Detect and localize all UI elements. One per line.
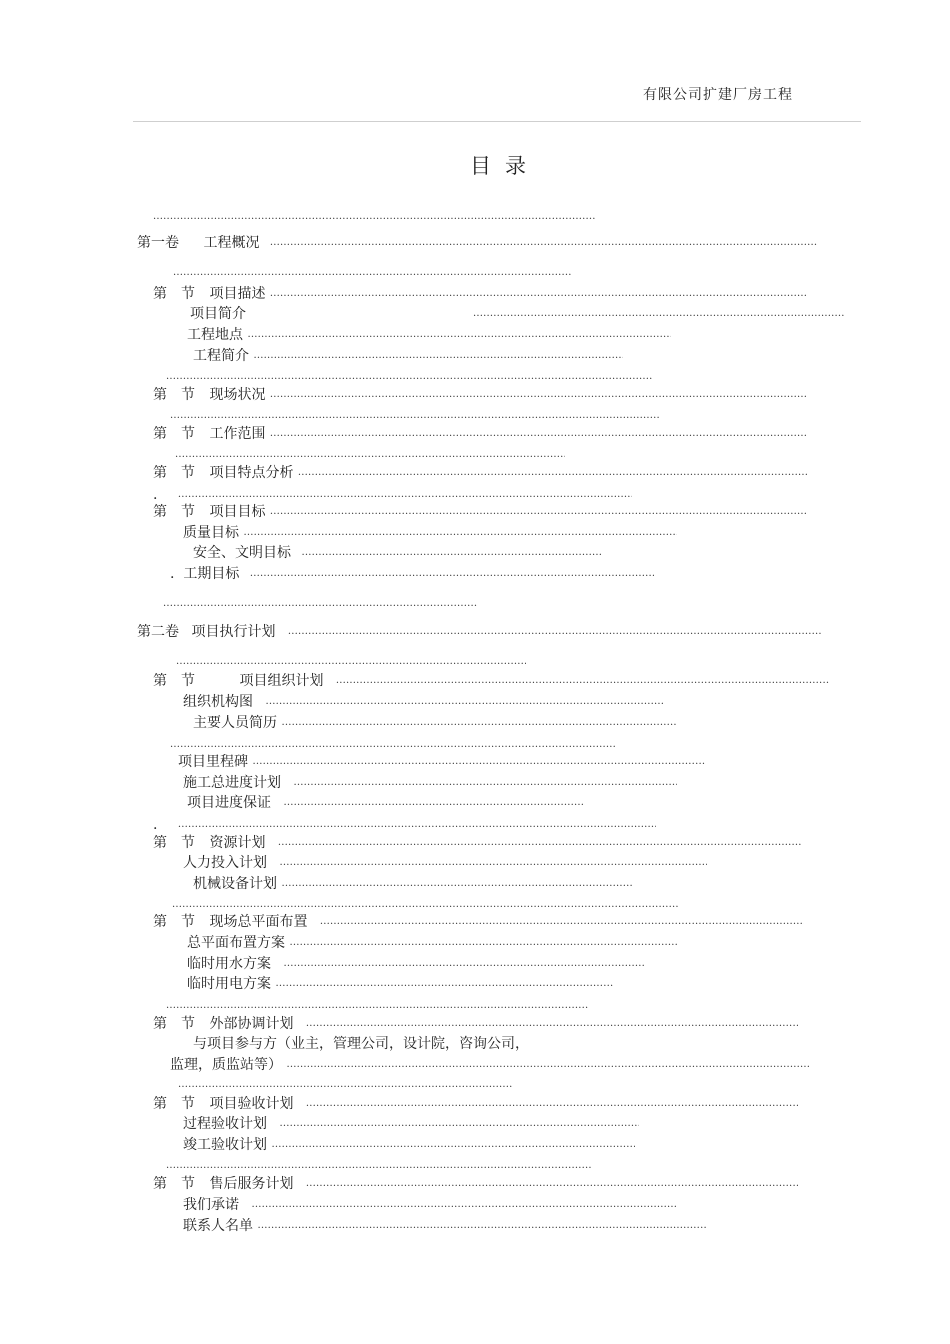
dot-leader: [288, 622, 822, 642]
section-number: 第 节: [153, 914, 195, 930]
toc-entry: [183, 1216, 707, 1236]
stray-dot: .: [153, 817, 158, 833]
dot-leader: [173, 263, 571, 283]
dot-leader: [301, 543, 601, 563]
toc-entry: [193, 543, 601, 563]
dot-leader: [275, 974, 613, 994]
volume-label: 第二卷: [137, 624, 179, 640]
item-title: 主要人员简历: [193, 715, 277, 731]
toc-leader-row: [170, 406, 660, 426]
dot-leader: [298, 463, 808, 483]
volume-title: 工程概况: [203, 235, 260, 251]
toc-entry: [193, 346, 623, 366]
dot-leader: [283, 954, 645, 974]
toc-leader-row: [153, 815, 656, 835]
section-number: 第 节: [153, 465, 195, 481]
dot-leader: [251, 1195, 677, 1215]
section-number: 第 节: [153, 673, 195, 689]
dot-leader: [271, 1135, 635, 1155]
toc-entry: [183, 1135, 635, 1155]
dot-leader: [473, 304, 845, 324]
toc-entry: [153, 385, 806, 405]
section-number: 第 节: [153, 286, 195, 302]
item-title: 竣工验收计划: [183, 1137, 267, 1153]
section-title: 工作范围: [209, 426, 266, 442]
section-number: 第 节: [153, 504, 195, 520]
item-title: 项目简介: [190, 306, 246, 322]
dot-leader: [250, 564, 654, 584]
dot-leader: [281, 713, 677, 733]
dot-leader: [306, 1174, 798, 1194]
section-title: 现场状况: [209, 387, 266, 403]
dot-leader: [153, 207, 595, 227]
item-title: 总平面布置方案: [187, 935, 285, 951]
toc-entry: [153, 833, 802, 853]
toc-entry: [187, 325, 671, 345]
dot-leader: [283, 793, 585, 813]
toc-leader-row: [153, 207, 595, 227]
item-title: 与项目参与方（业主，管理公司，设计院，咨询公司，: [193, 1036, 529, 1052]
dot-leader: [281, 874, 633, 894]
toc-entry: [170, 564, 654, 584]
section-title: 现场总平面布置: [209, 914, 308, 930]
dot-leader: [166, 1156, 592, 1176]
toc-entry: [183, 692, 665, 712]
volume-label: 第一卷: [137, 235, 179, 251]
dot-leader: [270, 502, 806, 522]
toc-entry: [170, 1055, 810, 1075]
section-title: 项目特点分析: [209, 465, 294, 481]
toc-entry: [153, 502, 806, 522]
dot-leader: [278, 833, 802, 853]
item-title: 项目里程碑: [178, 754, 248, 770]
dot-leader: [336, 671, 830, 691]
section-title: 项目目标: [209, 504, 266, 520]
section-number: 第 节: [153, 426, 195, 442]
toc-entry: [193, 713, 677, 733]
toc-entry: [153, 1014, 798, 1034]
toc-entry: [193, 1034, 529, 1054]
section-number: 第 节: [153, 387, 195, 403]
toc-leader-row: [166, 996, 588, 1016]
dot-leader: [176, 652, 526, 672]
section-title: 项目描述: [209, 286, 266, 302]
toc-entry: [137, 622, 822, 642]
dot-leader: [163, 594, 478, 614]
header-company-project: 有限公司扩建厂房工程: [643, 87, 793, 103]
item-title: 工程简介: [193, 348, 249, 364]
dot-leader: [243, 523, 677, 543]
dot-leader: [270, 424, 806, 444]
dot-leader: [286, 1055, 810, 1075]
toc-entry: [153, 912, 804, 932]
dot-leader: [265, 692, 665, 712]
toc-leader-row: [176, 652, 526, 672]
dot-leader: [257, 1216, 707, 1236]
toc-leader-row: [173, 263, 571, 283]
toc-entry: [153, 424, 806, 444]
dot-leader: [253, 346, 623, 366]
toc-entry: [153, 284, 806, 304]
toc-entry: [183, 853, 707, 873]
toc-leader-row: [166, 1156, 592, 1176]
item-title: 施工总进度计划: [183, 775, 281, 791]
toc-leader-row: [166, 367, 653, 387]
toc-entry: [187, 933, 677, 953]
toc-leader-row: [163, 594, 478, 614]
item-title: 临时用电方案: [187, 976, 271, 992]
dot-leader: [270, 385, 806, 405]
item-title: 安全、文明目标: [193, 545, 291, 561]
dot-leader: [175, 445, 565, 465]
item-title: 质量目标: [183, 525, 239, 541]
dot-leader: [289, 933, 677, 953]
toc-entry: [153, 1094, 798, 1114]
dot-leader: [293, 773, 677, 793]
toc-entry: [178, 752, 706, 772]
dot-leader: [252, 752, 706, 772]
toc-entry: [153, 463, 808, 483]
item-title: 我们承诺: [183, 1197, 239, 1213]
section-title: 资源计划: [209, 835, 266, 851]
item-title: 人力投入计划: [183, 855, 267, 871]
dot-leader: [270, 284, 806, 304]
section-number: 第 节: [153, 1096, 195, 1112]
dot-leader: [279, 853, 707, 873]
toc-entry: [193, 874, 633, 894]
toc-entry: [190, 304, 246, 324]
dot-leader: [270, 233, 818, 253]
toc-entry: [187, 954, 645, 974]
toc-entry: [183, 523, 677, 543]
header-divider: [133, 121, 861, 122]
dot-leader: [247, 325, 671, 345]
section-number: 第 节: [153, 835, 195, 851]
section-title: 外部协调计划: [209, 1016, 294, 1032]
item-title: 过程验收计划: [183, 1116, 267, 1132]
section-title: 售后服务计划: [209, 1176, 294, 1192]
dot-leader: [306, 1014, 798, 1034]
item-title: . 工期目标: [170, 566, 240, 582]
dot-leader: [178, 1075, 512, 1095]
toc-title: 目录: [470, 154, 540, 178]
dot-leader: [320, 912, 804, 932]
dot-leader: [170, 406, 660, 426]
dot-leader: [166, 996, 588, 1016]
item-title: 临时用水方案: [187, 956, 271, 972]
section-number: 第 节: [153, 1176, 195, 1192]
toc-leader-row: [473, 304, 845, 324]
toc-entry: [187, 793, 585, 813]
item-title-continued: 监理，质监站等）: [170, 1057, 282, 1073]
dot-leader: [166, 367, 653, 387]
toc-entry: [183, 1195, 677, 1215]
section-title: 项目验收计划: [209, 1096, 294, 1112]
toc-entry: [137, 233, 818, 253]
section-number: 第 节: [153, 1016, 195, 1032]
dot-leader: [306, 1094, 798, 1114]
toc-leader-row: [178, 1075, 512, 1095]
item-title: 项目进度保证: [187, 795, 271, 811]
stray-dot: .: [153, 487, 158, 503]
toc-entry: [183, 1114, 639, 1134]
volume-title: 项目执行计划: [191, 624, 276, 640]
dot-leader: [279, 1114, 639, 1134]
section-title: 项目组织计划: [239, 673, 324, 689]
toc-entry: [187, 974, 613, 994]
toc-entry: [153, 671, 830, 691]
toc-entry: [183, 773, 677, 793]
dot-leader: [178, 815, 656, 835]
item-title: 组织机构图: [183, 694, 253, 710]
item-title: 工程地点: [187, 327, 243, 343]
item-title: 机械设备计划: [193, 876, 277, 892]
item-title: 联系人名单: [183, 1218, 253, 1234]
toc-leader-row: [175, 445, 565, 465]
toc-entry: [153, 1174, 798, 1194]
